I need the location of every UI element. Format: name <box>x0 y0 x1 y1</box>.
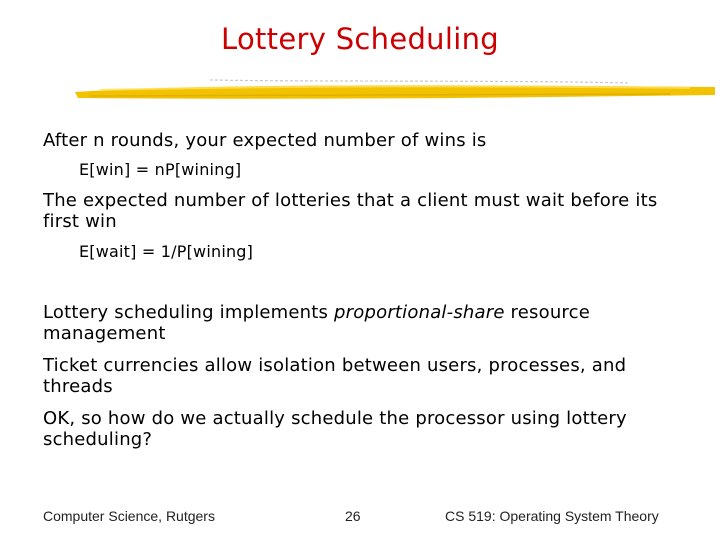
paragraph-expected-wait: The expected number of lotteries that a client must wait before its first win <box>43 190 658 232</box>
paragraph-proportional-share <box>43 302 683 344</box>
formula-expected-wait: E[wait] = 1/P[wining] <box>79 242 254 261</box>
paragraph-lottery-question: OK, so how do we actually schedule the processor using lottery scheduling? <box>43 408 627 450</box>
slide-title: Lottery Scheduling <box>221 22 499 56</box>
paragraph-proportional-share-post: resource management <box>43 302 591 344</box>
proportional-share-term: proportional-share <box>334 302 505 323</box>
paragraph-expected-wins: After n rounds, your expected number of wins is <box>43 130 487 151</box>
footer-right: CS 519: Operating System Theory <box>445 508 659 524</box>
paragraph-proportional-share-pre: Lottery scheduling implements <box>43 302 335 323</box>
footer-left: Computer Science, Rutgers <box>43 508 215 524</box>
formula-expected-wins: E[win] = nP[wining] <box>79 160 242 179</box>
title-underline-brushstroke <box>70 76 720 104</box>
paragraph-ticket-currencies: Ticket currencies allow isolation between users, processes, and threads <box>43 355 627 397</box>
footer-page-number: 26 <box>345 508 361 524</box>
